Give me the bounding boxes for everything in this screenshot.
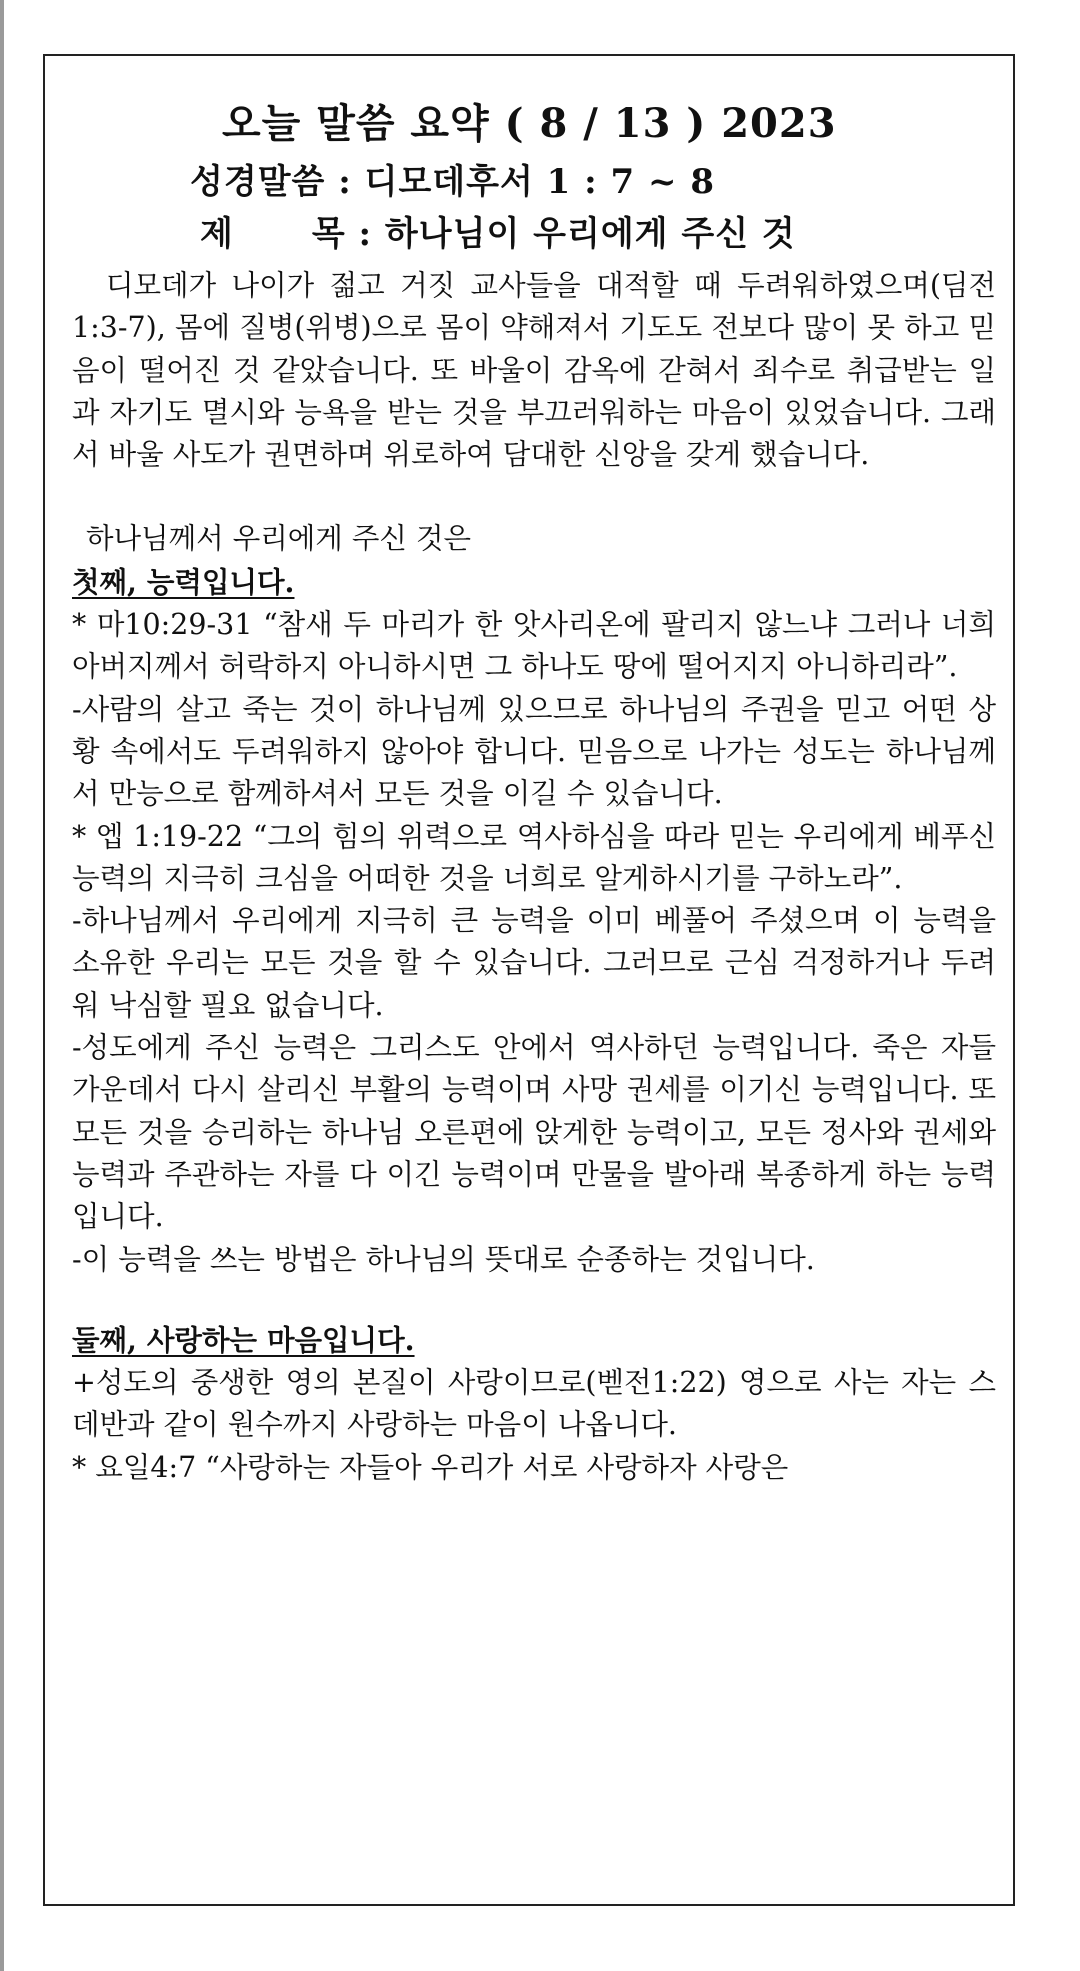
- section1-note2: -하나님께서 우리에게 지극히 큰 능력을 이미 베풀어 주셨으며 이 능력을 소유한 우리는 모든 것을 할 수 있습니다. 그러므로 근심 걱정하거나 두려워 낙심할 필요 없습니다.: [72, 904, 996, 1022]
- section1-verse1: * 마10:29-31 “참새 두 마리가 한 앗사리온에 팔리지 않느냐 그러나 너희 아버지께서 허락하지 아니하시면 그 하나도 땅에 떨어지지 아니하리라”.: [72, 608, 996, 684]
- section1-note4: -이 능력을 쓰는 방법은 하나님의 뜻대로 순종하는 것입니다.: [72, 1242, 815, 1276]
- scripture-reference: 성경말씀 : 디모데후서 1 : 7 ~ 8: [190, 162, 716, 202]
- intro-paragraph: 디모데가 나이가 젊고 거짓 교사들을 대적할 때 두려워하였으며(딤전1:3-7), 몸에 질병(위병)으로 몸이 약해져서 기도도 전보다 많이 못 하고 믿음이 떨어진 것 같았습니다. 또 바울이 감옥에 갇혀서 죄수로 취급받는 일과 자기도 멸시와 능욕을 받는 것을 부끄러워하는 마음이 있었습니다. 그래서 바울 사도가 권면하며 위로하여 담대한 신앙을 갖게 했습니다.: [72, 269, 996, 472]
- section2-note1: +성도의 중생한 영의 본질이 사랑이므로(벧전1:22) 영으로 사는 자는 스데반과 같이 원수까지 사랑하는 마음이 나옵니다.: [72, 1366, 996, 1442]
- page-title: 오늘 말씀 요약 ( 8 / 13 ) 2023: [222, 100, 837, 147]
- section2-heading: 둘째, 사랑하는 마음입니다.: [72, 1322, 415, 1357]
- section1-heading: 첫째, 능력입니다.: [72, 564, 295, 599]
- sermon-subject: [200, 206, 796, 255]
- section2-verse1: * 요일4:7 “사랑하는 자들아 우리가 서로 사랑하자 사랑은: [72, 1450, 789, 1484]
- section1-note1: -사람의 살고 죽는 것이 하나님께 있으므로 하나님의 주권을 믿고 어떤 상황 속에서도 두려워하지 않아야 합니다. 믿음으로 나가는 성도는 하나님께서 만능으로 함께하셔서 모든 것을 이길 수 있습니다.: [72, 692, 996, 811]
- subject-label-1: 제: [200, 214, 234, 254]
- subject-label-2: 목 : 하나님이 우리에게 주신 것: [311, 214, 796, 254]
- section1-verse2: * 엡 1:19-22 “그의 힘의 위력으로 역사하심을 따라 믿는 우리에게 베푸신 능력의 지극히 크심을 어떠한 것을 너희로 알게하시기를 구하노라”.: [72, 819, 996, 895]
- lead-text: 하나님께서 우리에게 주신 것은: [86, 522, 472, 556]
- section1-note3: -성도에게 주신 능력은 그리스도 안에서 역사하던 능력입니다. 죽은 자들 가운데서 다시 살리신 부활의 능력이며 사망 권세를 이기신 능력입니다. 또 모든 것을 승리하는 하나님 오른편에 앉게한 능력이고, 모든 정사와 권세와 능력과 주관하는 자를 다 이긴 능력이며 만물을 발아래 복종하게 하는 능력입니다.: [72, 1031, 996, 1234]
- scan-edge: [0, 0, 4, 1971]
- sermon-body: [72, 265, 996, 1489]
